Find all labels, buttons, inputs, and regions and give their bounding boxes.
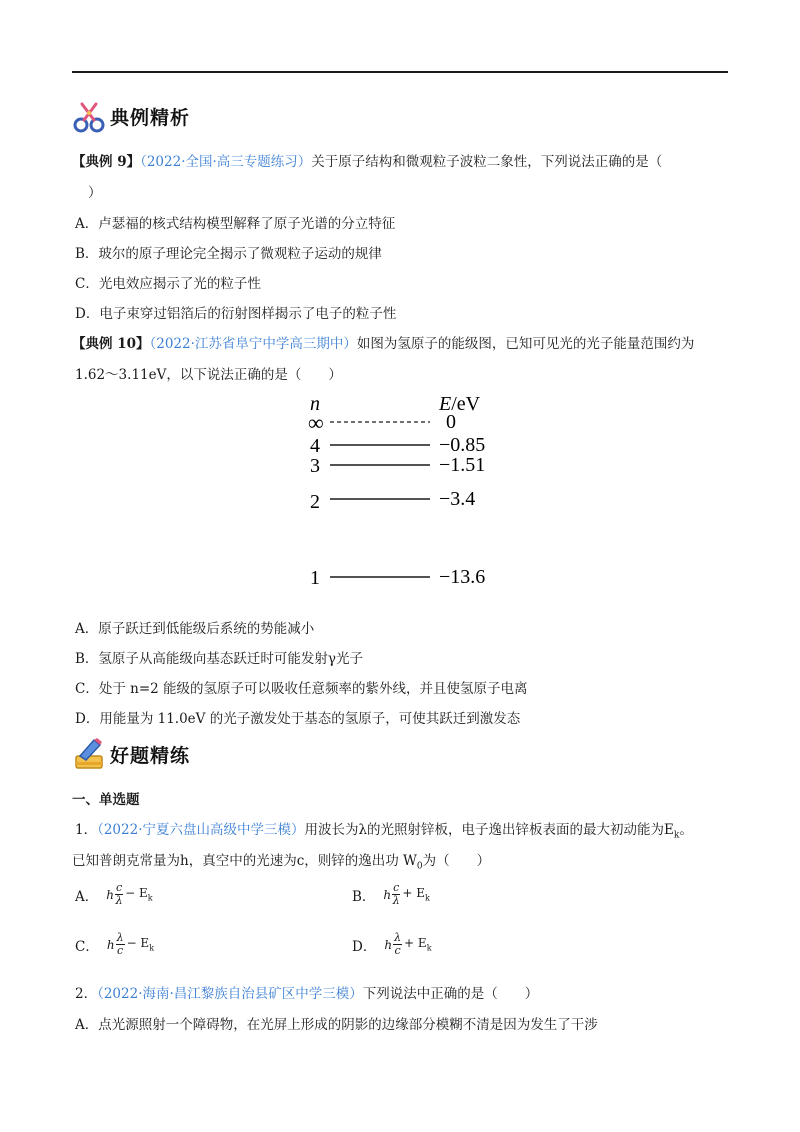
question-text: 如图为氢原子的能级图，已知可见光的光子能量范围约为 bbox=[356, 336, 695, 352]
fraction bbox=[392, 882, 400, 907]
option-d[interactable]: D．用能量为 11.0eV 的光子激发处于基态的氢原子，可使其跃迁到激发态 bbox=[75, 711, 521, 727]
example-10-question bbox=[72, 332, 694, 352]
numerator: λ bbox=[394, 931, 402, 944]
term: + $E_k$ bbox=[404, 936, 432, 953]
example-label: 【典例 10】 bbox=[72, 336, 150, 352]
example-label: 【典例 9】 bbox=[72, 154, 141, 170]
numerator: c bbox=[393, 881, 400, 894]
question-text: 下列说法中正确的是（ ） bbox=[362, 986, 539, 1002]
e-axis-label: E/eV bbox=[439, 393, 481, 415]
level-energy: −13.6 bbox=[439, 566, 486, 588]
question-number: 2． bbox=[75, 986, 98, 1002]
question-text: 已知普朗克常量为h，真空中的光速为c，则锌的逸出功 W bbox=[72, 853, 417, 869]
denominator: c bbox=[394, 944, 401, 957]
planck-h: h bbox=[106, 937, 115, 952]
scissors-icon bbox=[72, 98, 108, 134]
paren-close: ） bbox=[88, 185, 102, 201]
numerator: λ bbox=[116, 931, 124, 944]
subscript: 0 bbox=[416, 861, 423, 872]
option-a[interactable]: A．原子跃迁到低能级后系统的势能减小 bbox=[75, 621, 315, 637]
planck-h: h bbox=[383, 887, 392, 902]
option-a[interactable]: A．点光源照射一个障碍物，在光屏上形成的阴影的边缘部分模糊不清是因为发生了干涉 bbox=[75, 1017, 598, 1033]
energy-level-inf bbox=[308, 410, 456, 435]
question-text: 关于原子结构和微观粒子波粒二象性，下列说法正确的是（ bbox=[311, 154, 663, 170]
level-n: 2 bbox=[310, 491, 320, 513]
option-a[interactable]: A．卢瑟福的核式结构模型解释了原子光谱的分立特征 bbox=[75, 216, 396, 232]
denominator: λ bbox=[115, 894, 123, 907]
level-n: ∞ bbox=[308, 410, 324, 435]
question-text: 用波长为λ的光照射锌板，电子逸出锌板表面的最大初动能为E bbox=[304, 822, 674, 838]
punctuation: 。 bbox=[679, 822, 693, 838]
level-n: 3 bbox=[310, 455, 320, 477]
example-9-question bbox=[72, 150, 662, 170]
energy-level-2 bbox=[310, 488, 475, 513]
n-label: n bbox=[310, 393, 320, 415]
energy-level-diagram bbox=[300, 388, 520, 593]
option-a[interactable] bbox=[75, 882, 153, 907]
term: − $E_k$ bbox=[126, 936, 155, 953]
source-link[interactable]: （2022·宁夏六盘山高级中学三模） bbox=[97, 822, 305, 838]
part-heading: 一、单选题 bbox=[72, 792, 140, 808]
level-n: 1 bbox=[310, 567, 320, 589]
option-b[interactable]: B．玻尔的原子理论完全揭示了微观粒子运动的规律 bbox=[75, 246, 382, 262]
option-label: D． bbox=[352, 938, 377, 955]
pencil-book-icon bbox=[72, 736, 108, 772]
option-label: A． bbox=[75, 888, 99, 905]
denominator: c bbox=[116, 944, 124, 957]
term: − $E_k$ bbox=[125, 886, 153, 903]
planck-h: h bbox=[384, 937, 393, 952]
question-text: 为（ ） bbox=[422, 853, 491, 869]
term: + $E_k$ bbox=[402, 886, 430, 903]
subscript: k bbox=[673, 830, 680, 841]
numerator: c bbox=[115, 881, 123, 894]
level-energy: −3.4 bbox=[439, 488, 476, 510]
energy-level-1 bbox=[310, 566, 485, 589]
level-energy: −1.51 bbox=[439, 454, 486, 476]
option-c[interactable]: C．处于 n=2 能级的氢原子可以吸收任意频率的紫外线，并且使氢原子电离 bbox=[75, 681, 528, 697]
fraction bbox=[116, 932, 125, 957]
source-link[interactable]: （2022·江苏省阜宁中学高三期中） bbox=[149, 336, 357, 352]
section-title: 典例精析 bbox=[110, 106, 191, 129]
source-link[interactable]: （2022·海南·昌江黎族自治县矿区中学三模） bbox=[97, 986, 363, 1002]
fraction bbox=[115, 882, 123, 907]
planck-h: h bbox=[106, 887, 114, 902]
option-d[interactable]: D．电子束穿过铝箔后的衍射图样揭示了电子的粒子性 bbox=[75, 306, 397, 322]
option-b[interactable]: B．氢原子从高能级向基态跃迁时可能发射γ光子 bbox=[75, 651, 363, 667]
section-title: 好题精练 bbox=[110, 744, 191, 767]
fraction bbox=[393, 932, 402, 957]
question-1-line2 bbox=[72, 849, 490, 872]
level-n: 4 bbox=[310, 435, 320, 457]
option-label: B． bbox=[352, 888, 376, 905]
question-number: 1． bbox=[75, 822, 98, 838]
level-energy: 0 bbox=[446, 411, 456, 433]
section-header-examples bbox=[72, 98, 190, 134]
question-text-line2: 1.62～3.11eV，以下说法正确的是（ ） bbox=[75, 367, 342, 383]
section-header-practice bbox=[72, 736, 190, 772]
option-b[interactable] bbox=[352, 882, 430, 907]
question-1 bbox=[75, 818, 693, 841]
source-link[interactable]: （2022·全国·高三专题练习） bbox=[140, 154, 312, 170]
header-rule bbox=[72, 71, 728, 73]
energy-level-3 bbox=[310, 454, 485, 477]
option-label: C． bbox=[75, 938, 99, 955]
question-2 bbox=[75, 982, 538, 1002]
option-c[interactable]: C．光电效应揭示了光的粒子性 bbox=[75, 276, 261, 292]
option-c[interactable] bbox=[75, 932, 154, 957]
denominator: λ bbox=[392, 894, 400, 907]
level-energy: −0.85 bbox=[439, 434, 486, 456]
option-d[interactable] bbox=[352, 932, 432, 957]
